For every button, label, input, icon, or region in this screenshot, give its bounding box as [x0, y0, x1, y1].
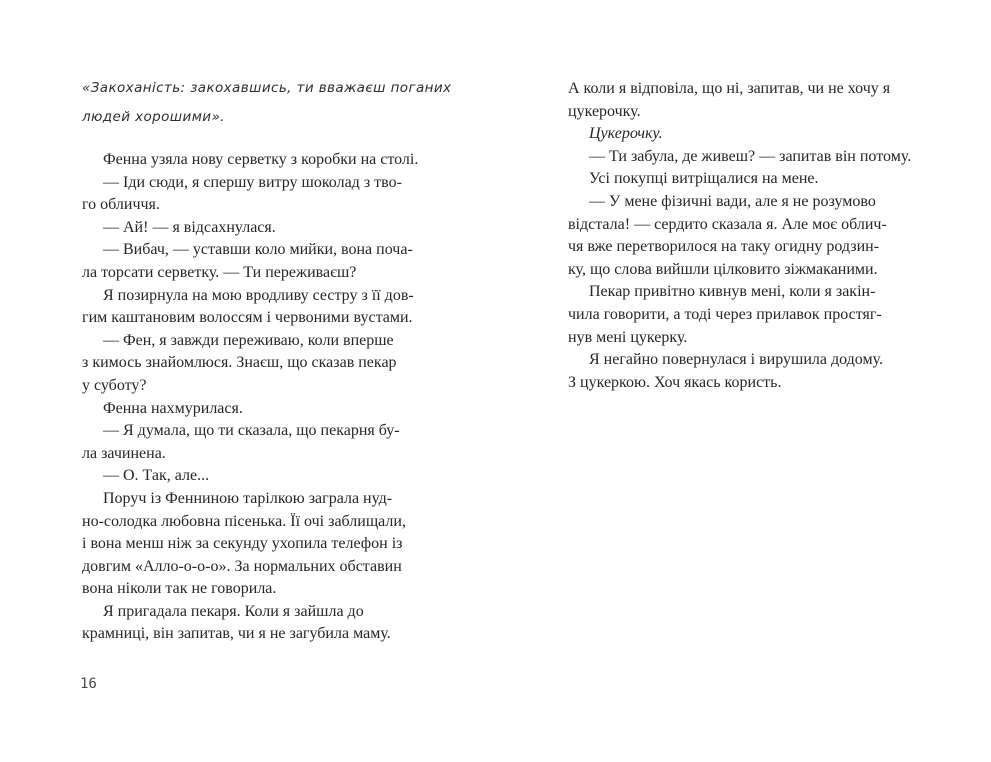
text-line: чя вже перетворилося на таку огидну родзин- — [568, 238, 880, 256]
right-page-text — [568, 78, 924, 394]
left-page-text — [82, 149, 438, 646]
text-line: з кимось знайомлюся. Знаєш, що сказав пекар — [82, 354, 397, 372]
text-line: ла торсати серветку. — Ти переживаєш? — [82, 263, 357, 281]
right-page — [568, 78, 924, 394]
text-line: Цукерочку. — [589, 125, 663, 143]
text-line: — Ай! — я відсахнулася. — [103, 218, 276, 236]
text-line: Поруч із Фенниною тарілкою заграла нуд- — [103, 489, 393, 507]
text-line: — Вибач, — уставши коло мийки, вона поча- — [103, 241, 413, 259]
text-line: Фенна нахмурилася. — [103, 399, 243, 417]
text-line: З цукеркою. Хоч якась користь. — [568, 373, 782, 391]
text-line: — О. Так, але... — [103, 467, 210, 485]
text-line: — Ти забула, де живеш? — запитав він потому. — [589, 147, 912, 165]
text-line: но-солодка любовна пісенька. Її очі заблищали, — [82, 512, 406, 530]
text-line: і вона менш ніж за секунду ухопила телефон із — [82, 535, 403, 553]
text-line: — Фен, я завжди переживаю, коли вперше — [103, 331, 394, 349]
text-line: цукерочку. — [568, 102, 641, 120]
text-line: чила говорити, а тоді через прилавок простяг- — [568, 305, 882, 323]
text-line: ла зачинена. — [82, 444, 166, 462]
text-line: крамниці, він запитав, чи я не загубила маму. — [82, 625, 391, 643]
text-line: — Іди сюди, я спершу витру шоколад з тво- — [103, 173, 402, 191]
text-line: людей хорошими». — [82, 109, 225, 125]
text-line: Я позирнула на мою вродливу сестру з її дов- — [103, 286, 414, 304]
text-line: нув мені цукерку. — [568, 328, 688, 346]
text-line: довгим «Алло-о-о-о». За нормальних обставин — [82, 557, 402, 575]
text-line: Фенна узяла нову серветку з коробки на столі. — [103, 151, 419, 168]
text-line: відстала! — сердито сказала я. Але моє облич- — [568, 215, 887, 233]
text-line: — Я думала, що ти сказала, що пекарня бу- — [103, 422, 400, 440]
epigraph-quote — [82, 74, 452, 132]
text-line: Я негайно повернулася і вирушила додому. — [589, 351, 884, 369]
text-line: гим каштановим волоссям і червоними вустами. — [82, 309, 413, 327]
text-line: вона ніколи так не говорила. — [82, 580, 277, 598]
text-line: Я пригадала пекаря. Коли я зайшла до — [103, 602, 364, 620]
text-line: — У мене фізичні вади, але я не розумово — [589, 192, 876, 210]
left-page — [82, 74, 452, 646]
text-line: ку, що слова вийшли цілковито зіжмаканими. — [568, 260, 878, 278]
page-number: 16 — [80, 676, 97, 692]
text-line: Усі покупці витріщалися на мене. — [589, 170, 819, 188]
text-line: «Закоханість: закохавшись, ти вважаєш поганих — [82, 80, 452, 96]
text-line: Пекар привітно кивнув мені, коли я закін- — [589, 283, 876, 301]
text-line: у суботу? — [82, 376, 147, 394]
text-line: го обличчя. — [82, 196, 160, 214]
text-line: А коли я відповіла, що ні, запитав, чи не хочу я — [568, 80, 891, 97]
